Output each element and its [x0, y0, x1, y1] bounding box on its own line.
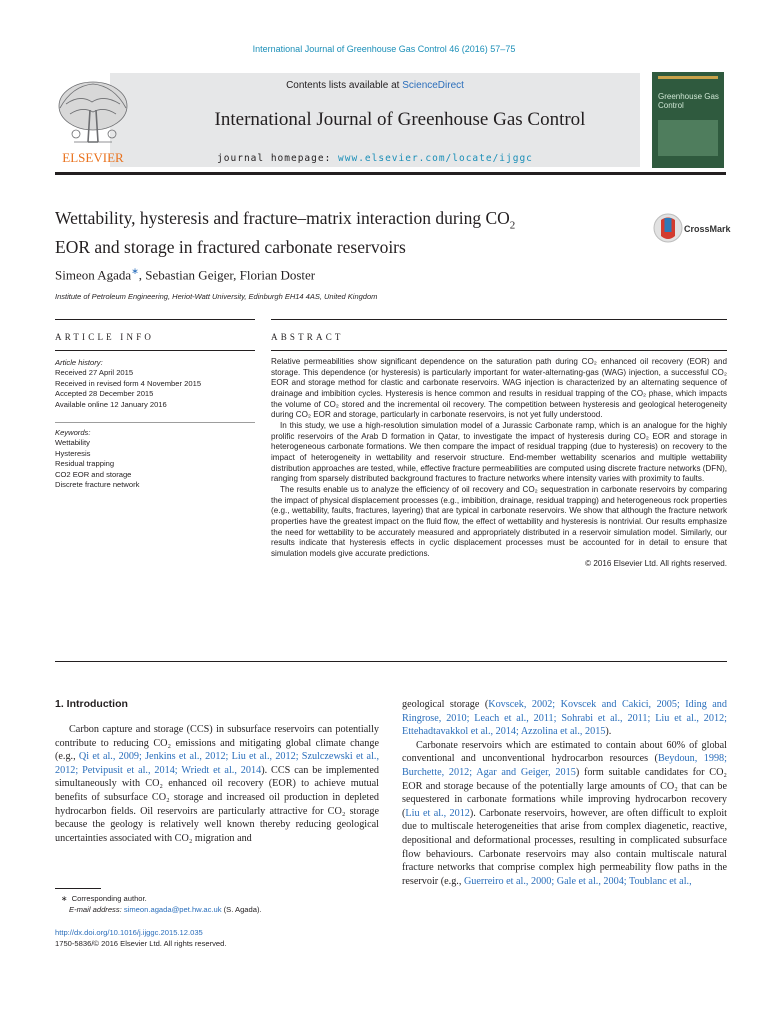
- email-suffix: (S. Agada).: [221, 905, 262, 914]
- abstract-paragraph-1: Relative permeabilities show significant dependence on the saturation path during CO₂ enhanced oil recovery (EOR) and storage. This dependence (or hysteresis) is particularly important for water-alternating-gas (WAG) injection, a successful CO₂ EOR and storage method for clastic and carbonate reservoirs. WAG injection is characterized by an alternating sequence of drainage and imbibition cycles. Hysteresis is hence common and results in residual trapping of the CO₂ phase, which impacts the volume of CO₂ stored and the incremental oil recovery. The competition between hysteresis and geological heterogeneity during CO₂ EOR and storage, particularly in carbonate reservoirs, is not yet fully understood.: [271, 357, 727, 420]
- journal-reference[interactable]: International Journal of Greenhouse Gas Control 46 (2016) 57–75: [252, 44, 516, 54]
- doi-block: [55, 927, 227, 949]
- affiliation: Institute of Petroleum Engineering, Heriot-Watt University, Edinburgh EH14 4AS, United Kingdom: [55, 292, 378, 301]
- elsevier-tree-logo: [52, 76, 134, 166]
- citation-link[interactable]: Beydoun, 1998; Burchette, 2012; Agar and Geiger, 2015: [402, 753, 727, 778]
- history-revised: Received in revised form 4 November 2015: [55, 378, 202, 388]
- citation-link[interactable]: Qi et al., 2009; Jenkins et al., 2012; Liu et al., 2012; Szulczewski et al., 2012; Petvipusit et al., 2014; Wriedt et al., 2014: [55, 751, 379, 776]
- elsevier-wordmark: ELSEVIER: [62, 150, 124, 165]
- keyword: Hysteresis: [55, 448, 91, 458]
- abstract-paragraph-3: The results enable us to analyze the efficiency of oil recovery and CO₂ sequestration in carbonate reservoirs by comparing the impact of physical displacement processes (e.g., imbibition, drainage, residual trapping) and heterogeneous rock properties (e.g., wettability, faults, fractures, layering) that are typical in carbonate reservoirs. We show that although the fracture network properties have the greatest impact on the fluid flow, the effect of wettability and hysteresis is nontrivial. Our results emphasize the need for wettability to be accurately measured and appropriately distributed in a reservoir simulation model. Similarly, our results indicate that hysteresis effects in cyclic displacement processes must be accounted for in detail to ensure that simulation models give accurate predictions.: [271, 484, 727, 558]
- issn-line: 1750-5836/© 2016 Elsevier Ltd. All rights reserved.: [55, 939, 227, 948]
- body-column-right: [402, 698, 727, 888]
- other-authors: , Sebastian Geiger, Florian Doster: [138, 267, 316, 283]
- citation-link[interactable]: Liu et al., 2012: [405, 807, 470, 819]
- keyword: Residual trapping: [55, 459, 115, 469]
- cover-title: Greenhouse Gas Control: [658, 92, 719, 110]
- abstract-bottom-rule: [55, 661, 727, 662]
- title-subscript: 2: [509, 219, 516, 232]
- intro-paragraph-2: Carbonate reservoirs which are estimated to contain about 60% of global conventional and unconventional hydrocarbon resources (Beydoun, 1998; Burchette, 2012; Agar and Geiger, 2015) form suitable candidates for CO₂ EOR and storage because of the potentially large amounts of CO₂ that can be sequestered in carbonate formations while improving hydrocarbon recovery (Liu et al., 2012). Carbonate reservoirs, however, are often difficult to exploit due to multiscale heterogeneities that arise from complex diagenetic, reactive, depositional and deformational processes, resulting in complicated subsurface flow behaviours. Carbonate reservoirs may also contain multiscale natural fracture networks that comprise complex high permeability flow paths in the reservoir (e.g., Guerreiro et al., 2000; Gale et al., 2004; Toublanc et al.,: [402, 739, 727, 887]
- article-info-top-rule: [55, 319, 255, 320]
- doi-link[interactable]: http://dx.doi.org/10.1016/j.ijggc.2015.12.035: [55, 928, 203, 937]
- journal-cover-thumbnail[interactable]: [652, 72, 724, 168]
- contents-prefix: Contents lists available at: [286, 80, 403, 91]
- footnote-corresponding: [55, 893, 385, 904]
- footnotes: [55, 893, 385, 915]
- article-info-inner-rule: [55, 422, 255, 423]
- body-column-left: [55, 723, 379, 845]
- author-1: Simeon Agada: [55, 267, 132, 283]
- article-info-heading: ARTICLE INFO: [55, 332, 155, 342]
- abstract-mid-rule: [271, 350, 727, 351]
- history-accepted: Accepted 28 December 2015: [55, 389, 154, 399]
- article-history: [55, 358, 255, 410]
- header-divider: [55, 172, 726, 175]
- history-received: Received 27 April 2015: [55, 368, 134, 378]
- intro-paragraph-1-cont: geological storage (Kovscek, 2002; Kovscek and Cakici, 2005; Iding and Ringrose, 2010; Leach et al., 2011; Sohrabi et al., 2011; Liu et al., 2012; Ettehadtavakkol et al., 2014; Azzolina et al., 2015).: [402, 699, 727, 738]
- email-link[interactable]: simeon.agada@pet.hw.ac.uk: [123, 905, 222, 914]
- homepage-link[interactable]: www.elsevier.com/locate/ijggc: [338, 153, 533, 164]
- sciencedirect-link[interactable]: ScienceDirect: [402, 80, 464, 91]
- abstract-copyright: © 2016 Elsevier Ltd. All rights reserved.: [585, 559, 727, 569]
- intro-paragraph-1: Carbon capture and storage (CCS) in subsurface reservoirs can potentially contribute to reducing CO₂ emissions and mitigating global climate change (e.g., Qi et al., 2009; Jenkins et al., 2012; Liu et al., 2012; Szulczewski et al., 2012; Petvipusit et al., 2014; Wriedt et al., 2014). CCS can be implemented simultaneously with CO₂ enhanced oil recovery (EOR) to achieve mutual benefits of subsurface CO₂ storage and increased oil production in depleted hydrocarbon fields. Oil reservoirs are particularly attractive for CO₂ storage because the geology is relatively well known thereby reducing geological uncertainties associated with CO₂ migration and: [55, 724, 379, 844]
- abstract-body: [271, 357, 727, 570]
- keywords-label: Keywords:: [55, 428, 91, 437]
- abstract-heading: ABSTRACT: [271, 332, 344, 342]
- footnote-text: Corresponding author.: [71, 894, 147, 903]
- history-online: Available online 12 January 2016: [55, 399, 167, 409]
- email-label: E-mail address:: [69, 905, 124, 914]
- keyword: Discrete fracture network: [55, 480, 140, 490]
- abstract-top-rule: [271, 319, 727, 320]
- history-label: Article history:: [55, 358, 103, 367]
- title-part-b: EOR and storage in fractured carbonate reservoirs: [55, 236, 406, 257]
- section-heading-introduction: 1. Introduction: [55, 698, 128, 710]
- journal-title: International Journal of Greenhouse Gas Control: [214, 109, 586, 130]
- citation-link[interactable]: Kovscek, 2002; Kovscek and Cakici, 2005; Iding and Ringrose, 2010; Leach et al., 2011; Sohrabi et al., 2011; Liu et al., 2012; Ettehadtavakkol et al., 2014; Azzolina et al., 2015: [402, 699, 727, 738]
- author-list: [55, 266, 315, 283]
- cover-stripe: [658, 76, 718, 79]
- keywords: [55, 428, 255, 490]
- corresponding-author-mark[interactable]: ∗: [131, 266, 139, 276]
- keyword: Wettability: [55, 438, 90, 448]
- contents-line: [110, 80, 640, 91]
- footnote-mark: ∗: [61, 894, 68, 903]
- article-info-mid-rule: [55, 350, 255, 351]
- journal-homepage: [110, 153, 640, 164]
- crossmark-label[interactable]: CrossMark: [684, 224, 731, 234]
- cover-image: [658, 120, 718, 156]
- keyword: CO2 EOR and storage: [55, 469, 132, 479]
- homepage-prefix: journal homepage:: [217, 153, 339, 164]
- footnote-email: [55, 904, 385, 915]
- footnote-rule: [55, 888, 101, 889]
- abstract-paragraph-2: In this study, we use a high-resolution simulation model of a Jurassic Carbonate ramp, which is an analogue for the highly prolific reservoirs of the Arab D formation in Qatar, to investigate the impact of hysteresis during CO₂ EOR and storage in heterogeneous carbonate formations. We then compare the impact of residual trapping (due to hysteresis) on recovery to the impact of heterogeneity in wettability and reservoir structure. End-member wettability scenarios and multiple wettability distribution approaches are tested, while, effective fracture permeabilities are computed using discrete fracture networks (DFN), ranging from sparsely distributed background fractures to fracture networks where intensity varies with proximity to faults.: [271, 420, 728, 484]
- title-part-a: Wettability, hysteresis and fracture–matrix interaction during CO: [55, 208, 510, 228]
- article-title: [55, 208, 645, 258]
- citation-link[interactable]: Guerreiro et al., 2000; Gale et al., 2004; Toublanc et al.,: [463, 875, 692, 887]
